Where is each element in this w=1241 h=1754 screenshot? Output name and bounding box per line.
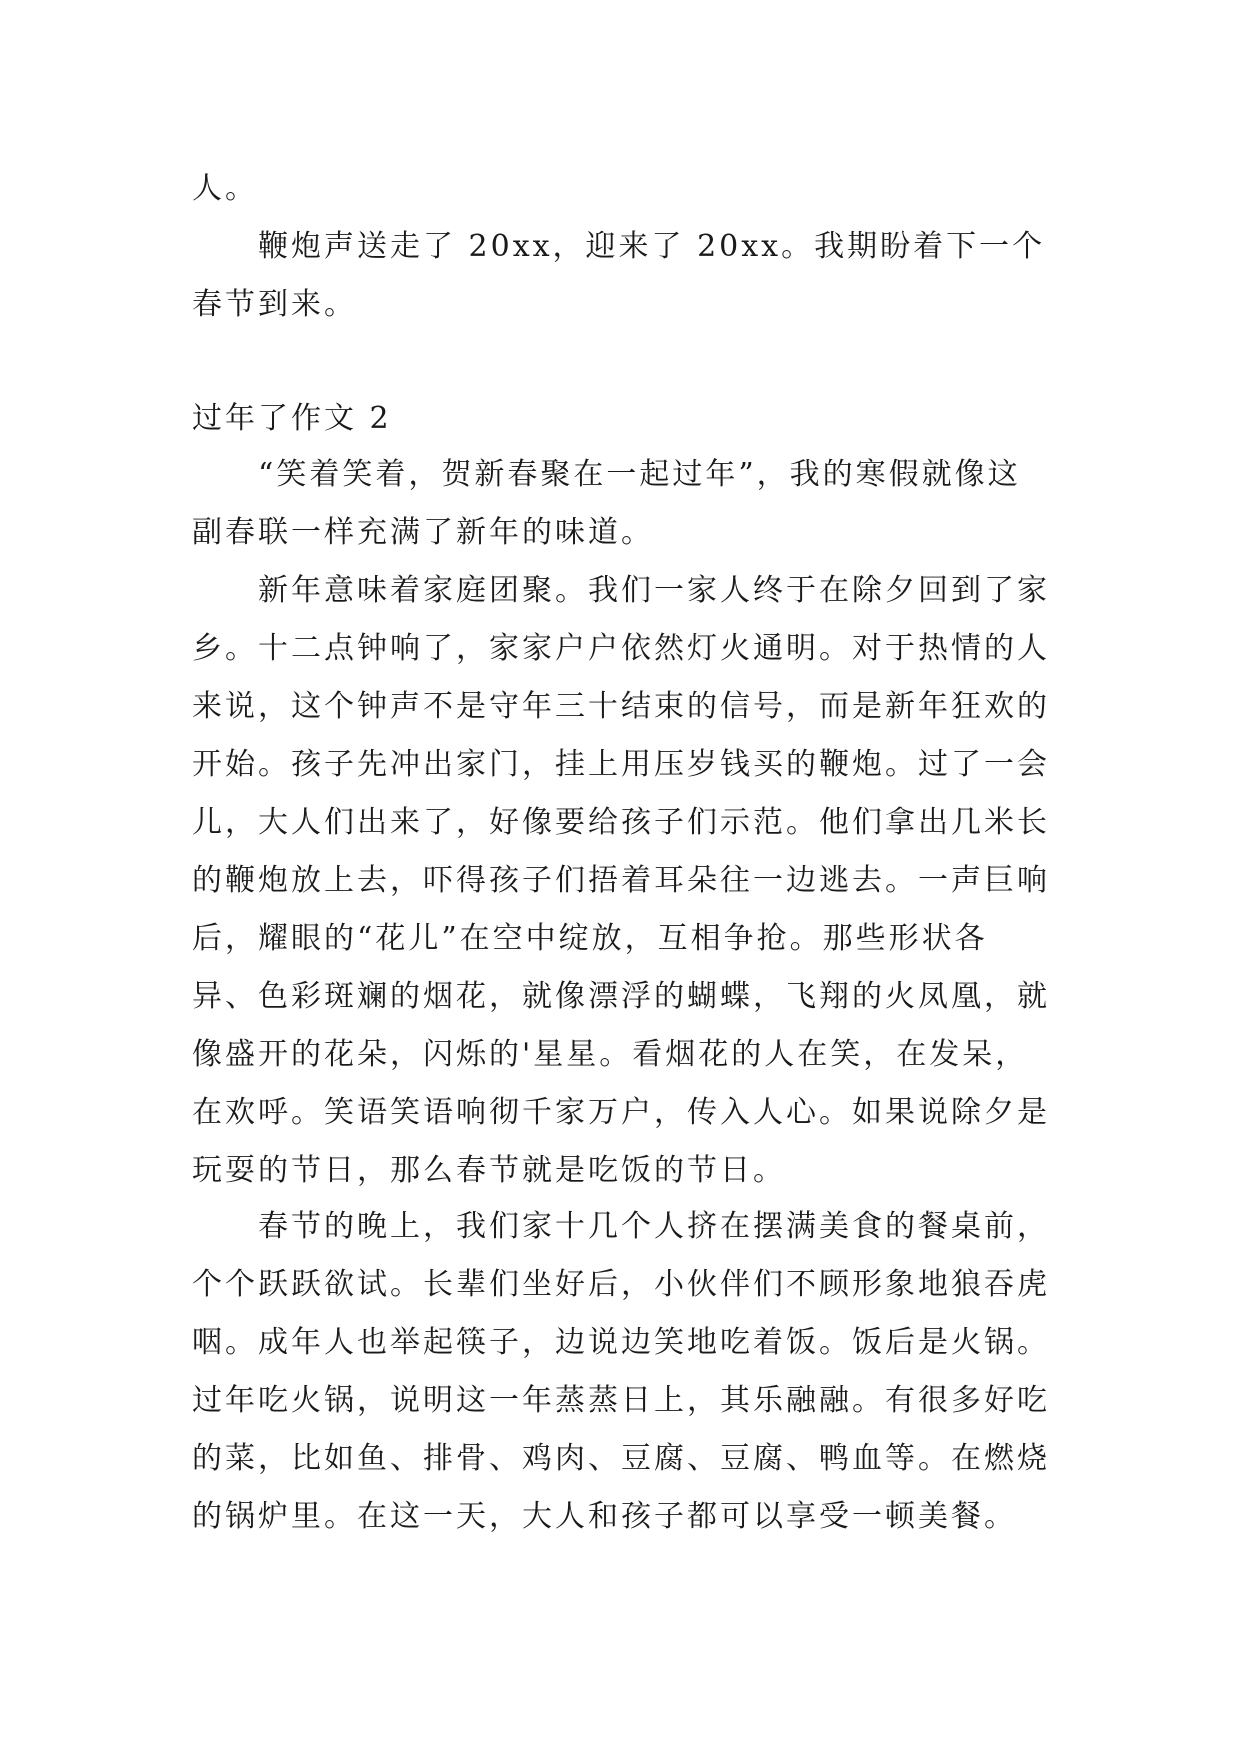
essay-paragraph-new-year-eve: 新年意味着家庭团聚。我们一家人终于在除夕回到了家乡。十二点钟响了，家家户户依然灯火通明。对于热情的人来说，这个钟声不是守年三十结束的信号，而是新年狂欢的开始。孩子先冲出家门，挂上用压岁钱买的鞭炮。过了一会儿，大人们出来了，好像要给孩子们示范。他们拿出几米长的鞭炮放上去，吓得孩子们捂着耳朵往一边逃去。一声巨响后，耀眼的“花儿”在空中绽放，互相争抢。那些形状各异、色彩斑斓的烟花，就像漂浮的蝴蝶，飞翔的火凤凰，就像盛开的花朵，闪烁的'星星。看烟花的人在笑，在发呆，在欢呼。笑语笑语响彻千家万户，传入人心。如果说除夕是玩耍的节日，那么春节就是吃饭的节日。 (192, 573, 1050, 1188)
essay-title: 过年了作文 2 (192, 401, 392, 436)
essay-paragraph-intro: “笑着笑着，贺新春聚在一起过年”，我的寒假就像这副春联一样充满了新年的味道。 (192, 457, 1021, 550)
closing-paragraph: 鞭炮声送走了 20xx，迎来了 20xx。我期盼着下一个春节到来。 (192, 229, 1046, 322)
essay-paragraph-spring-festival-dinner: 春节的晚上，我们家十几个人挤在摆满美食的餐桌前，个个跃跃欲试。长辈们坐好后，小伙伴们不顾形象地狼吞虎咽。成年人也举起筷子，边说边笑地吃着饭。饭后是火锅。过年吃火锅，说明这一年蒸蒸日上，其乐融融。有很多好吃的菜，比如鱼、排骨、鸡肉、豆腐、豆腐、鸭血等。在燃烧的锅炉里。在这一天，大人和孩子都可以享受一顿美餐。 (192, 1209, 1050, 1534)
continuation-paragraph-end: 人。 (192, 171, 258, 206)
